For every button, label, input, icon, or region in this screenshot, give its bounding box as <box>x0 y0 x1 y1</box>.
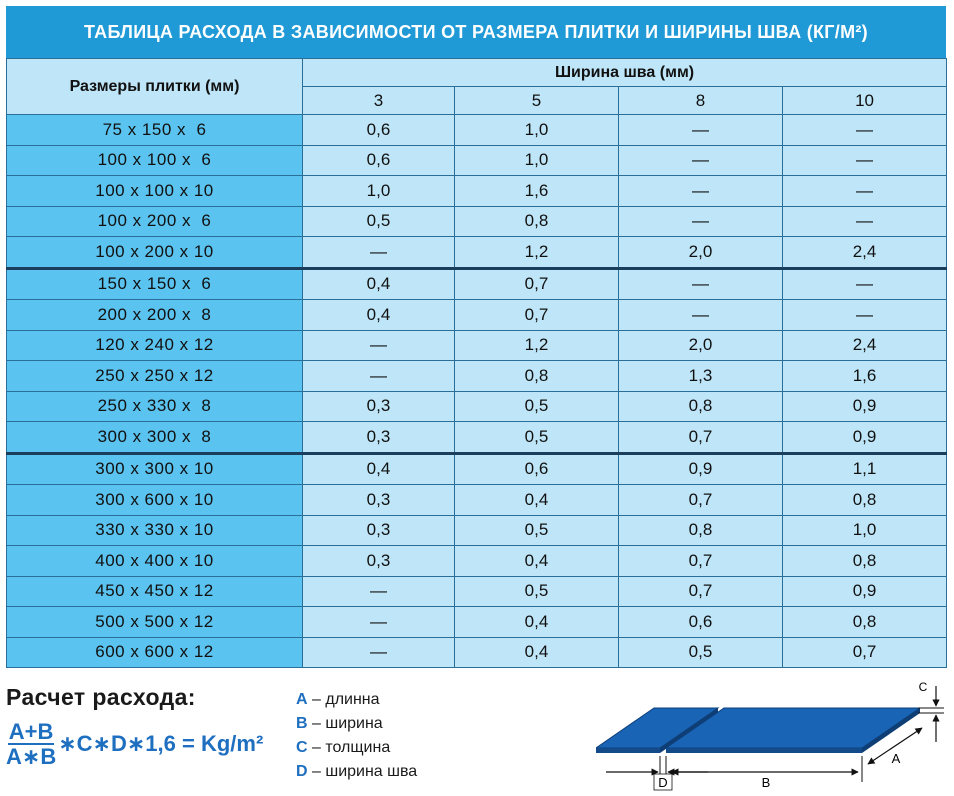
consumption-value-cell: 0,4 <box>455 607 619 638</box>
consumption-value-cell: 0,4 <box>303 268 455 300</box>
consumption-value-cell: 1,2 <box>455 330 619 361</box>
consumption-value-cell: 1,1 <box>783 453 947 485</box>
calculation-title: Расчет расхода: <box>6 684 196 710</box>
tile-size-cell: 200 х 200 х 8 <box>7 300 303 331</box>
consumption-value-cell: — <box>303 637 455 668</box>
table-row <box>7 361 947 392</box>
tile-size-cell: 100 х 200 х 10 <box>7 237 303 269</box>
formula-denominator: A∗B <box>6 744 57 770</box>
consumption-value-cell: 2,4 <box>783 330 947 361</box>
tile-size-cell: 500 х 500 х 12 <box>7 607 303 638</box>
consumption-value-cell: 1,0 <box>455 115 619 146</box>
consumption-value-cell: — <box>619 145 783 176</box>
table-row <box>7 391 947 422</box>
consumption-value-cell: — <box>783 206 947 237</box>
table-row <box>7 576 947 607</box>
consumption-value-cell: — <box>783 268 947 300</box>
consumption-value-cell: 0,7 <box>455 300 619 331</box>
consumption-value-cell: 0,4 <box>455 485 619 516</box>
consumption-value-cell: 0,5 <box>619 637 783 668</box>
consumption-value-cell: 0,8 <box>619 391 783 422</box>
tile-size-cell: 150 х 150 х 6 <box>7 268 303 300</box>
consumption-value-cell: 0,8 <box>783 607 947 638</box>
tile-size-cell: 300 х 600 х 10 <box>7 485 303 516</box>
formula-numerator: A+B <box>8 719 54 744</box>
tile-size-cell: 100 х 200 х 6 <box>7 206 303 237</box>
width-header-5: 5 <box>455 87 619 115</box>
tile-size-cell: 300 х 300 х 8 <box>7 422 303 454</box>
consumption-value-cell: 0,3 <box>303 485 455 516</box>
consumption-value-cell: 2,0 <box>619 330 783 361</box>
consumption-value-cell: 1,0 <box>455 145 619 176</box>
tile-size-cell: 100 х 100 х 6 <box>7 145 303 176</box>
consumption-value-cell: 0,8 <box>455 206 619 237</box>
consumption-value-cell: 0,3 <box>303 546 455 577</box>
table-row <box>7 485 947 516</box>
consumption-value-cell: — <box>783 176 947 207</box>
width-header-3: 3 <box>303 87 455 115</box>
tile-size-cell: 250 х 330 х 8 <box>7 391 303 422</box>
consumption-value-cell: 0,7 <box>455 268 619 300</box>
consumption-value-cell: 0,9 <box>783 576 947 607</box>
table-row <box>7 206 947 237</box>
legend-item-b: B – ширина <box>296 715 383 732</box>
consumption-value-cell: 0,5 <box>455 515 619 546</box>
consumption-value-cell: — <box>619 300 783 331</box>
width-column-header: Ширина шва (мм) <box>303 59 947 87</box>
tile-size-cell: 250 х 250 х 12 <box>7 361 303 392</box>
consumption-value-cell: 0,7 <box>619 422 783 454</box>
consumption-value-cell: 1,6 <box>455 176 619 207</box>
consumption-value-cell: 0,9 <box>619 453 783 485</box>
legend-item-c: C – толщина <box>296 739 391 756</box>
table-row <box>7 145 947 176</box>
table-row <box>7 607 947 638</box>
consumption-value-cell: 1,0 <box>783 515 947 546</box>
consumption-value-cell: 0,6 <box>619 607 783 638</box>
consumption-value-cell: 0,6 <box>303 145 455 176</box>
b-label: B <box>761 775 771 790</box>
a-label: A <box>891 751 901 766</box>
consumption-value-cell: 1,2 <box>455 237 619 269</box>
consumption-value-cell: 0,5 <box>303 206 455 237</box>
consumption-value-cell: 0,3 <box>303 515 455 546</box>
consumption-value-cell: 0,7 <box>619 546 783 577</box>
consumption-value-cell: 0,9 <box>783 422 947 454</box>
c-label: C <box>918 680 928 694</box>
consumption-value-cell: 1,0 <box>303 176 455 207</box>
consumption-value-cell: 0,9 <box>783 391 947 422</box>
width-header-10: 10 <box>783 87 947 115</box>
consumption-value-cell: — <box>303 361 455 392</box>
table-row <box>7 268 947 300</box>
consumption-value-cell: 0,4 <box>303 453 455 485</box>
consumption-value-cell: 2,0 <box>619 237 783 269</box>
legend-item-d: D – ширина шва <box>296 763 418 780</box>
consumption-value-cell: 0,4 <box>455 546 619 577</box>
tile-right-edge <box>666 748 862 753</box>
table-row <box>7 176 947 207</box>
consumption-value-cell: — <box>783 145 947 176</box>
consumption-value-cell: 0,3 <box>303 422 455 454</box>
legend-item-a: A – длинна <box>296 691 380 708</box>
consumption-value-cell: 0,8 <box>783 485 947 516</box>
table-row <box>7 300 947 331</box>
consumption-value-cell: — <box>619 206 783 237</box>
formula-rest: ∗C∗D∗1,6 = Kg/m² <box>58 731 264 757</box>
tile-left-edge <box>596 748 660 753</box>
tile-diagram <box>596 672 948 792</box>
consumption-value-cell: 0,6 <box>455 453 619 485</box>
tile-size-cell: 400 х 400 х 10 <box>7 546 303 577</box>
consumption-value-cell: — <box>783 115 947 146</box>
consumption-value-cell: 0,5 <box>455 391 619 422</box>
consumption-value-cell: 2,4 <box>783 237 947 269</box>
table-row <box>7 422 947 454</box>
consumption-value-cell: 0,5 <box>455 576 619 607</box>
tile-size-cell: 600 х 600 х 12 <box>7 637 303 668</box>
d-label: D <box>658 775 668 790</box>
consumption-value-cell: 0,4 <box>303 300 455 331</box>
legend <box>296 688 417 784</box>
consumption-value-cell: — <box>619 268 783 300</box>
consumption-value-cell: 1,3 <box>619 361 783 392</box>
consumption-value-cell: 0,3 <box>303 391 455 422</box>
consumption-value-cell: 0,5 <box>455 422 619 454</box>
consumption-value-cell: — <box>783 300 947 331</box>
table-row <box>7 330 947 361</box>
tile-size-cell: 120 х 240 х 12 <box>7 330 303 361</box>
tile-size-cell: 100 х 100 х 10 <box>7 176 303 207</box>
formula-fraction <box>6 720 56 768</box>
consumption-value-cell: 0,6 <box>303 115 455 146</box>
table-row <box>7 546 947 577</box>
tile-size-cell: 450 х 450 х 12 <box>7 576 303 607</box>
consumption-value-cell: 0,8 <box>455 361 619 392</box>
table-row <box>7 115 947 146</box>
table-row <box>7 237 947 269</box>
consumption-value-cell: — <box>303 576 455 607</box>
width-header-8: 8 <box>619 87 783 115</box>
consumption-value-cell: — <box>619 115 783 146</box>
consumption-value-cell: — <box>303 607 455 638</box>
tile-size-cell: 330 х 330 х 10 <box>7 515 303 546</box>
table-row <box>7 515 947 546</box>
table-title: ТАБЛИЦА РАСХОДА В ЗАВИСИМОСТИ ОТ РАЗМЕРА ПЛИТКИ И ШИРИНЫ ШВА (КГ/М²) <box>6 6 946 58</box>
table-row <box>7 637 947 668</box>
consumption-value-cell: — <box>619 176 783 207</box>
consumption-value-cell: — <box>303 237 455 269</box>
tile-size-cell: 300 х 300 х 10 <box>7 453 303 485</box>
consumption-value-cell: 0,7 <box>619 485 783 516</box>
consumption-value-cell: 1,6 <box>783 361 947 392</box>
consumption-value-cell: 0,8 <box>783 546 947 577</box>
size-column-header: Размеры плитки (мм) <box>7 59 303 115</box>
consumption-formula <box>6 720 263 768</box>
consumption-value-cell: 0,7 <box>783 637 947 668</box>
consumption-value-cell: 0,8 <box>619 515 783 546</box>
tile-size-cell: 75 х 150 х 6 <box>7 115 303 146</box>
table-body <box>7 115 947 668</box>
consumption-value-cell: — <box>303 330 455 361</box>
consumption-value-cell: 0,4 <box>455 637 619 668</box>
consumption-table <box>6 58 947 668</box>
consumption-value-cell: 0,7 <box>619 576 783 607</box>
table-row <box>7 453 947 485</box>
